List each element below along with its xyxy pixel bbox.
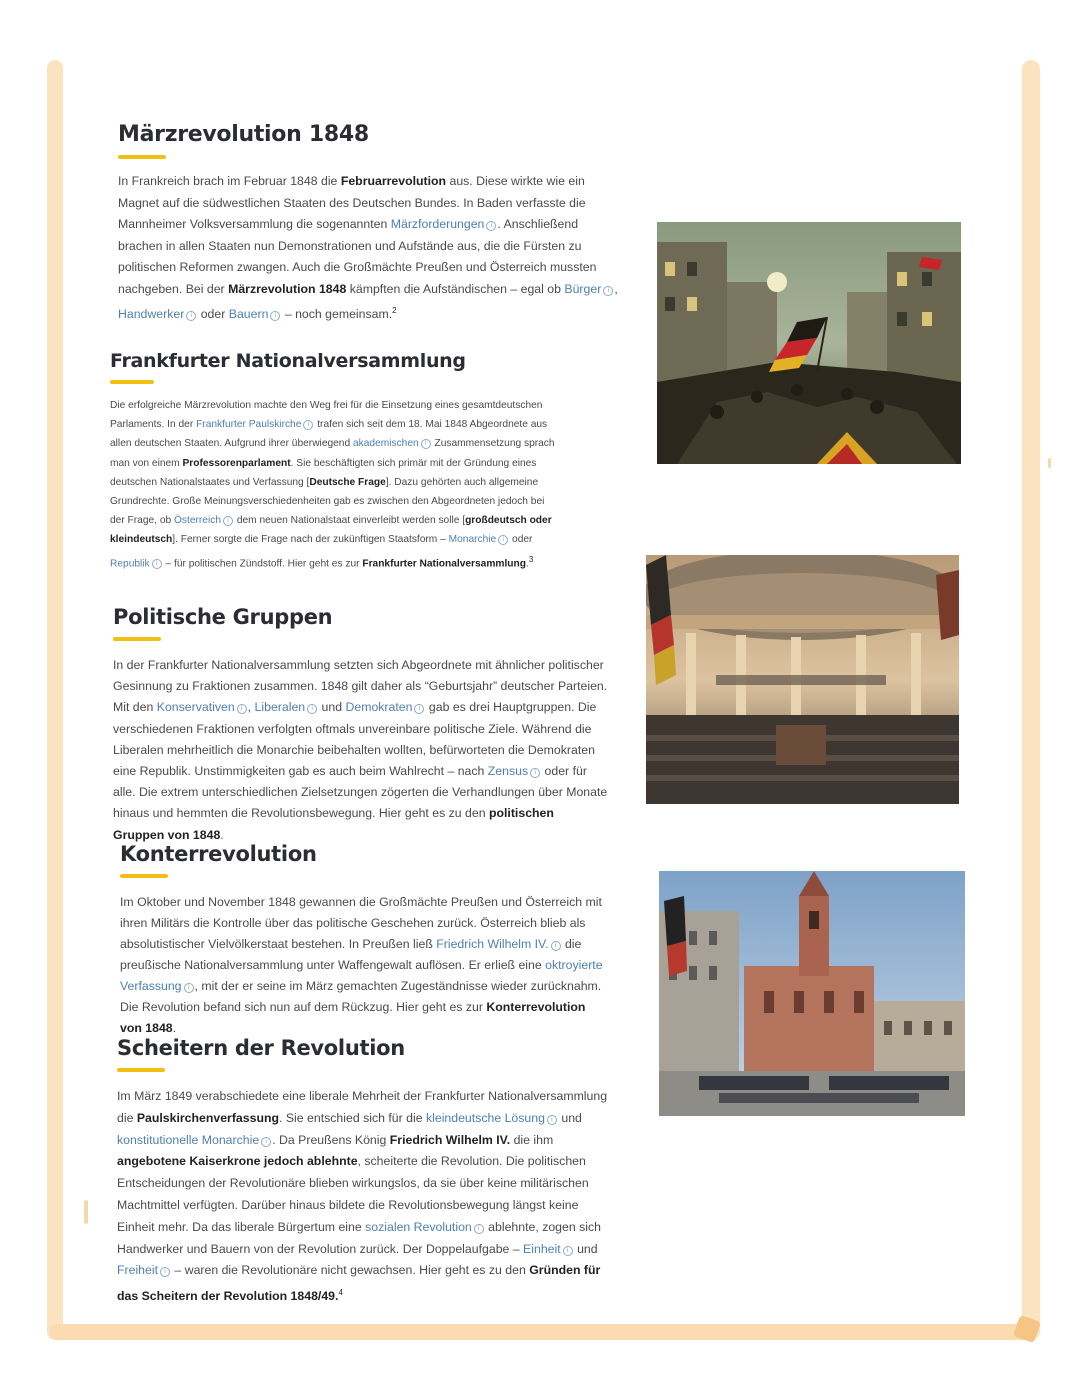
section-text: Im März 1849 verabschiedete eine liberale Mehrheit der Frankfurter Nationalversammlung die Paulskirchenverfassung. Sie entschied sich für die kleindeutsche Lösungi und konstitutionelle Monarchiei . Da Preußens König Friedrich Wilhelm IV. die ihm angebotene Kaiserkrone jedoch ablehnte, scheiterte die Revolution. Die politischen Entscheidungen der Revolutionäre blieben wirkungslos, da sie über keine militärischen Machtmittel verfügten. Darüber hinaus bildete die Revolutionsbewegung längst keine Einheit mehr. Da das liberale Bürgertum eine sozialen Revolutioni ablehnte, zogen sich Handwerker und Bauern von der Revolution zurück. Der Doppelaufgabe – Einheiti und Freiheiti – waren die Revolutionäre nicht gewachsen. Hier geht es zu den Gründen für das Scheitern der Revolution 1848/49.$^4$: [117, 1086, 612, 1308]
section-maerzrevolution: [118, 122, 618, 326]
barricade-painting-image: [657, 222, 961, 464]
title-underline: [113, 637, 161, 641]
info-icon[interactable]: [303, 420, 313, 430]
page-frame-right: [1022, 60, 1040, 1340]
info-icon[interactable]: [223, 516, 233, 526]
decor-mark: [84, 1200, 88, 1224]
link-buerger[interactable]: Bürger: [564, 281, 602, 296]
section-text: In Frankreich brach im Februar 1848 die Februarrevolution aus. Diese wirkte wie ein Magnet auf die südwestlichen Staaten des Deutschen Bundes. In Baden verfasste die Mannheimer Volksversammlung die sogenannten Märzforderungeni . Anschließend brachen in allen Staaten nun Demonstrationen und Aufstände aus, die die Fürsten zu politischen Reformen zwangen. Auch die Großmächte Preußen und Österreich mussten nachgeben. Bei der Märzrevolution 1848 kämpften die Aufständischen – egal ob Bürgeri , Handwerkeri oder Bauerni – noch gemeinsam.$^2$: [118, 171, 618, 326]
section-politische-gruppen: [113, 605, 608, 846]
info-icon[interactable]: [474, 1224, 484, 1234]
info-icon[interactable]: [551, 941, 561, 951]
paulskirche-interior-image: [646, 555, 959, 804]
link-oesterreich[interactable]: Österreich: [174, 515, 221, 527]
info-icon[interactable]: [270, 311, 280, 321]
link-freiheit[interactable]: Freiheit: [117, 1263, 159, 1278]
section-title: Frankfurter Nationalversammlung: [110, 350, 466, 372]
link-akademischen[interactable]: akademischen: [352, 438, 419, 450]
link-einheit[interactable]: Einheit: [523, 1241, 561, 1256]
info-icon[interactable]: [421, 439, 431, 449]
title-underline: [110, 380, 154, 384]
link-friedrich-wilhelm[interactable]: Friedrich Wilhelm IV.: [436, 937, 549, 951]
info-icon[interactable]: [603, 286, 613, 296]
footnote-marker: 3: [528, 554, 534, 564]
info-icon[interactable]: [414, 704, 424, 714]
link-paulskirche[interactable]: Frankfurter Paulskirche: [196, 419, 302, 431]
link-liberalen[interactable]: Liberalen: [254, 700, 306, 715]
paulskirche-exterior-image: [659, 871, 965, 1116]
info-icon[interactable]: [547, 1115, 557, 1125]
link-bauern[interactable]: Bauern: [228, 307, 269, 322]
info-icon[interactable]: [498, 535, 508, 545]
title-underline: [117, 1068, 165, 1072]
link-oktroyierte-verfassung[interactable]: oktroyierte Verfassung: [120, 958, 603, 993]
info-icon[interactable]: [563, 1246, 573, 1256]
link-monarchie[interactable]: Monarchie: [448, 534, 497, 546]
section-text: Die erfolgreiche Märzrevolution machte den Weg frei für die Einsetzung eines gesamtdeutschen Parlaments. In der Frankfurter Paulskirchei trafen sich seit dem 18. Mai 1848 Abgeordnete aus allen deutschen Staaten. Aufgrund ihrer überwiegend akademischeni Zusammensetzung sprach man von einem Professorenparlament. Sie beschäftigten sich primär mit der Gründung eines deutschen Nationalstaates und Verfassung [Deutsche Frage]. Dazu gehörten auch allgemeine Grundrechte. Große Meinungsverschiedenheiten gab es zwischen den Abgeordneten jedoch bei der Frage, ob Österreichi dem neuen Nationalstaat einverleibt werden solle [großdeutsch oder kleindeutsch]. Ferner sorgte die Frage nach der zukünftigen Staatsform – Monarchiei oder Republiki – für politischen Zündstoff. Hier geht es zur Frankfurter Nationalversammlung.$^3$: [110, 396, 560, 573]
link-soziale-revolution[interactable]: sozialen Revolution: [365, 1219, 472, 1234]
section-title: Märzrevolution 1848: [118, 122, 369, 147]
link-kleindeutsche-loesung[interactable]: kleindeutsche Lösung: [425, 1110, 545, 1125]
section-scheitern: [117, 1036, 612, 1308]
link-konservativen[interactable]: Konservativen: [156, 700, 235, 715]
title-underline: [120, 874, 168, 878]
footnote-marker: 4: [338, 1288, 343, 1298]
link-republik[interactable]: Republik: [110, 558, 150, 570]
decor-mark: [1048, 458, 1051, 468]
info-icon[interactable]: [530, 768, 540, 778]
link-maerzforderungen[interactable]: Märzforderungen: [390, 217, 485, 231]
title-underline: [118, 155, 166, 159]
page-frame-bottom: [50, 1324, 1036, 1340]
info-icon[interactable]: [152, 559, 162, 569]
section-title: Konterrevolution: [120, 842, 317, 866]
link-zensus[interactable]: Zensus: [487, 764, 529, 779]
info-icon[interactable]: [307, 704, 317, 714]
footnote-marker: 2: [392, 306, 397, 315]
info-icon[interactable]: [186, 311, 196, 321]
info-icon[interactable]: [486, 221, 496, 231]
link-demokraten[interactable]: Demokraten: [345, 700, 413, 715]
info-icon[interactable]: [184, 983, 194, 993]
info-icon[interactable]: [160, 1267, 170, 1277]
section-text: In der Frankfurter Nationalversammlung setzten sich Abgeordnete mit ähnlicher politischer Gesinnung zu Fraktionen zusammen. 1848 gilt daher als “Geburtsjahr” deutscher Parteien. Mit den Konservativeni , Liberaleni und Demokrateni gab es drei Hauptgruppen. Die verschiedenen Fraktionen verfolgten oftmals unvereinbare politische Ziele. Während die Liberalen mehrheitlich die Monarchie beibehalten wollten, befürworteten die Demokraten eine Republik. Unstimmigkeiten gab es auch beim Wahlrecht – nach Zensusi oder für alle. Die extrem unterschiedlichen Zielsetzungen zögerten die Verhandlungen über Monate hinaus und hemmten die Revolutionsbewegung. Hier geht es zu den politischen Gruppen von 1848.: [113, 655, 608, 846]
section-konterrevolution: [120, 842, 610, 1039]
section-title: Politische Gruppen: [113, 605, 333, 629]
section-nationalversammlung: [110, 350, 560, 573]
page-frame-left: [47, 60, 63, 1340]
link-handwerker[interactable]: Handwerker: [118, 307, 185, 322]
section-title: Scheitern der Revolution: [117, 1036, 405, 1060]
info-icon[interactable]: [261, 1137, 271, 1147]
info-icon[interactable]: [237, 704, 247, 714]
section-text: Im Oktober und November 1848 gewannen die Großmächte Preußen und Österreich mit ihren Militärs die Kontrolle über das politische Geschehen zurück. Österreich blieb als absolutistischer Vielvölkerstaat bestehen. In Preußen ließ Friedrich Wilhelm IV.i die preußische Nationalversammlung unter Waffengewalt auflösen. Er erließ eine oktroyierte Verfassungi , mit der er seine im März gemachten Zugeständnisse wieder zurücknahm. Die Revolution befand sich nun auf dem Rückzug. Hier geht es zur Konterrevolution von 1848.: [120, 892, 610, 1039]
link-konstitutionelle-monarchie[interactable]: konstitutionelle Monarchie: [117, 1132, 260, 1147]
